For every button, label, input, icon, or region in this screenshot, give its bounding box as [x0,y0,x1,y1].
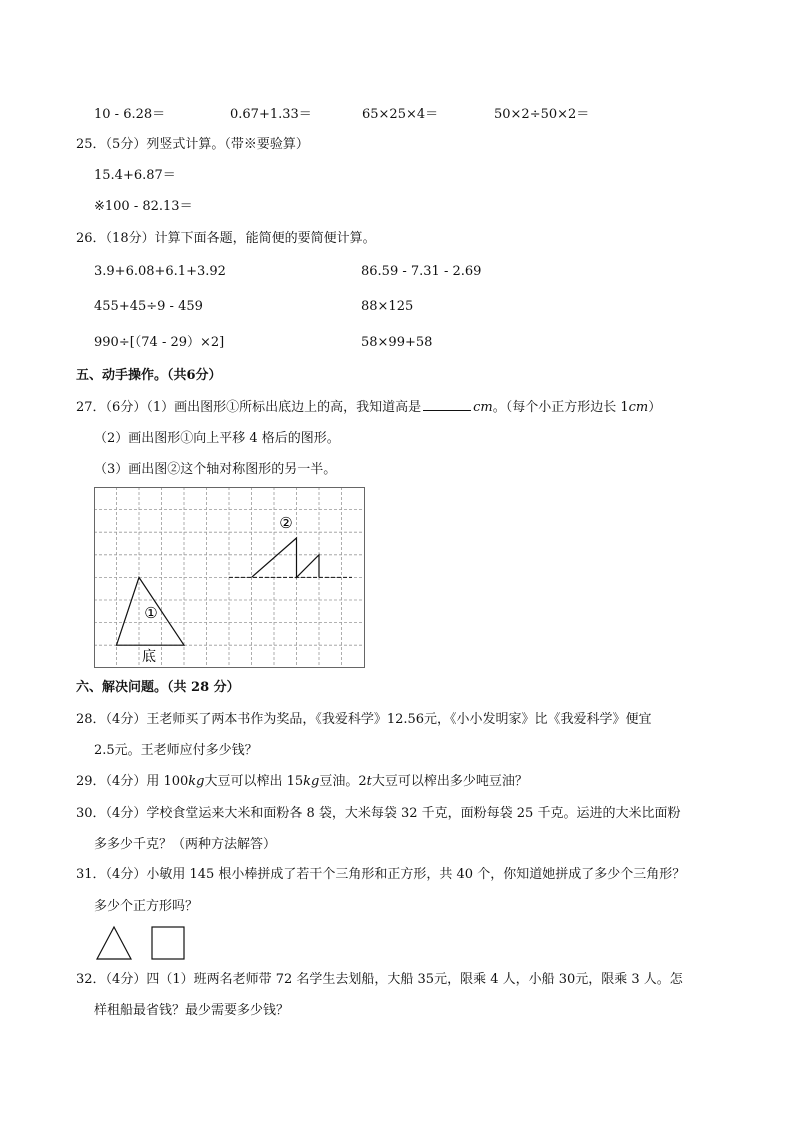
question-26-title: 26．（18分）计算下面各题，能简便的要简便计算。 [76,231,376,246]
question-text: 27．（6分）（1）画出图形①所标出底边上的高，我知道高是 [76,400,422,415]
question-text: 大豆可以榨出 15 [204,774,304,789]
shape-label-1: ① [144,604,158,622]
shape-label-2: ② [279,514,293,532]
calc-item: 10 - 6.28＝ [94,107,166,122]
calc-item: ※100 - 82.13＝ [94,199,193,214]
question-29 [76,773,528,791]
section-heading: 五、动手操作。（共6分） [76,368,222,383]
unit-text: kg [303,774,320,789]
question-27-line-1 [76,398,661,417]
question-text: 大豆可以榨出多少吨豆油？ [371,774,528,789]
calc-item: 990÷[（74 - 29）×2] [94,335,225,350]
calc-item: 0.67+1.33＝ [230,107,312,122]
calc-item: 50×2÷50×2＝ [494,107,590,122]
calc-item: 15.4+6.87＝ [94,168,176,183]
triangle-square-figure [96,925,188,961]
question-text: 。（每个小正方形边长 1 [492,400,629,415]
question-27-line-3: （3）画出图②这个轴对称图形的另一半。 [94,462,337,477]
calc-item: 65×25×4＝ [362,107,439,122]
question-32-line-1: 32．（4分）四（1）班两名老师带 72 名学生去划船，大船 35元，限乘 4 人，小船 30元，限乘 3 人。怎 [76,972,683,987]
grid-figure [94,487,366,669]
question-32-line-2: 样租船最省钱？最少需要多少钱？ [94,1003,290,1018]
square-icon [152,927,184,959]
unit-text: cm [628,400,649,415]
unit-text: kg [188,774,205,789]
unit-text: cm [473,400,493,415]
question-text: 29．（4分）用 100 [76,774,189,789]
calc-item: 455+45÷9 - 459 [94,299,203,314]
question-27-line-2: （2）画出图形①向上平移 4 格后的图形。 [94,431,340,446]
triangle-icon [97,927,131,959]
question-text: ） [648,400,662,415]
question-30-line-2: 多多少千克？（两种方法解答） [94,837,277,852]
question-31-line-2: 多少个正方形吗？ [94,899,199,914]
question-30-line-1: 30．（4分）学校食堂运来大米和面粉各 8 袋，大米每袋 32 千克，面粉每袋 25 千克。运进的大米比面粉 [76,806,681,821]
answer-blank[interactable] [423,398,471,411]
half-figure-2 [252,538,320,577]
question-25-title: 25．（5分）列竖式计算。（带※要验算） [76,137,309,152]
unit-text: t [366,774,372,789]
calc-item: 88×125 [361,299,414,314]
base-label: 底 [142,649,156,665]
question-31-line-1: 31．（4分）小敏用 145 根小棒拼成了若干个三角形和正方形，共 40 个，你知道她拼成了多少个三角形？ [76,867,686,882]
calc-item: 86.59 - 7.31 - 2.69 [361,264,482,279]
question-28-line-1: 28．（4分）王老师买了两本书作为奖品，《我爱科学》12.56元，《小小发明家》比《我爱科学》便宜 [76,712,652,727]
question-text: 豆油。2 [319,774,367,789]
calc-item: 58×99+58 [361,335,433,350]
question-28-line-2: 2.5元。王老师应付多少钱？ [94,743,258,758]
calc-item: 3.9+6.08+6.1+3.92 [94,264,226,279]
section-heading: 六、解决问题。（共 28 分） [76,680,240,695]
